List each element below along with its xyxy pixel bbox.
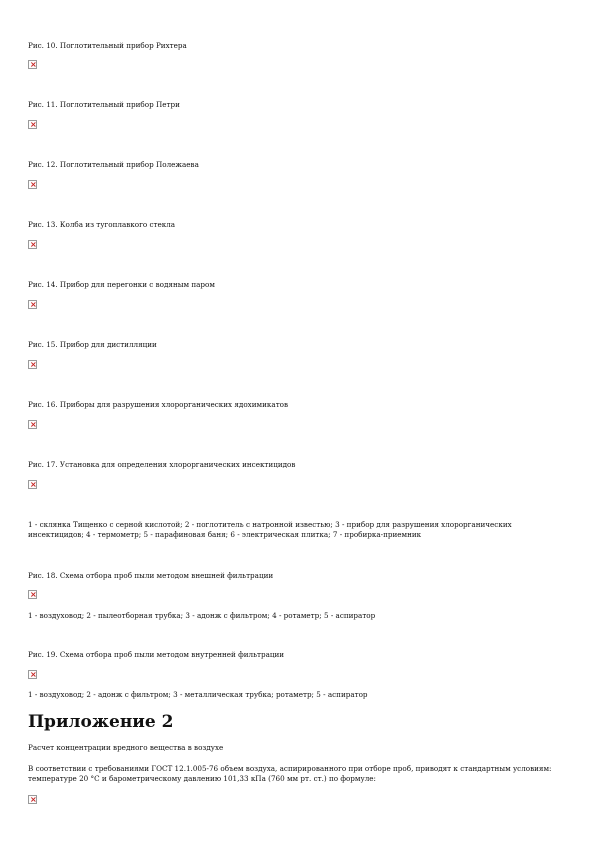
appendix-subtitle: Расчет концентрации вредного вещества в воздухе <box>28 743 224 752</box>
figure-legend: 1 - воздуховод; 2 - адонж с фильтром; 3 - металлическая трубка; ротаметр; 5 - аспиратор <box>28 690 368 699</box>
broken-image-icon: × <box>30 480 37 489</box>
figure-caption: Рис. 18. Схема отбора проб пыли методом внешней фильтрации <box>28 571 274 580</box>
figure-caption: Рис. 16. Приборы для разрушения хлорорганических ядохимикатов <box>28 400 289 409</box>
figure-caption: Рис. 11. Поглотительный прибор Петри <box>28 100 180 109</box>
figure-legend: 1 - склянка Тищенко с серной кислотой; 2 - поглотитель с натронной известью; 3 - прибор для разрушения хлорорганических инсектицидов; 4 - термометр; 5 - парафиновая баня; 6 - электрическая плитка; 7 - пробирка-приемник <box>28 520 512 539</box>
figure-caption: Рис. 19. Схема отбора проб пыли методом внутренней фильтрации <box>28 650 285 659</box>
broken-image-icon: × <box>30 60 37 69</box>
appendix-title: Приложение 2 <box>28 712 174 732</box>
broken-image-icon: × <box>30 180 37 189</box>
broken-image-icon: × <box>30 420 37 429</box>
appendix-paragraph: В соответствии с требованиями ГОСТ 12.1.005-76 объем воздуха, аспирированного при отборе проб, приводят к стандартным условиям: температуре 20 °С и барометрическому давлению 101,33 кПа (760 мм рт. ст.) по формуле: <box>28 764 552 783</box>
figure-caption: Рис. 10. Поглотительный прибор Рихтера <box>28 41 187 50</box>
figure-caption: Рис. 14. Прибор для перегонки с водяным паром <box>28 280 215 289</box>
broken-image-icon: × <box>30 670 37 679</box>
figure-caption: Рис. 12. Поглотительный прибор Полежаева <box>28 160 199 169</box>
broken-image-icon: × <box>30 360 37 369</box>
broken-image-icon: × <box>30 300 37 309</box>
broken-image-icon: × <box>30 240 37 249</box>
broken-image-icon: × <box>30 590 37 599</box>
broken-image-icon: × <box>30 795 37 804</box>
figure-caption: Рис. 15. Прибор для дистилляции <box>28 340 157 349</box>
figure-caption: Рис. 13. Колба из тугоплавкого стекла <box>28 220 176 229</box>
figure-legend: 1 - воздуховод; 2 - пылеотборная трубка; 3 - адонж с фильтром; 4 - ротаметр; 5 - аспиратор <box>28 611 376 620</box>
figure-caption: Рис. 17. Установка для определения хлорорганических инсектицидов <box>28 460 296 469</box>
broken-image-icon: × <box>30 120 37 129</box>
